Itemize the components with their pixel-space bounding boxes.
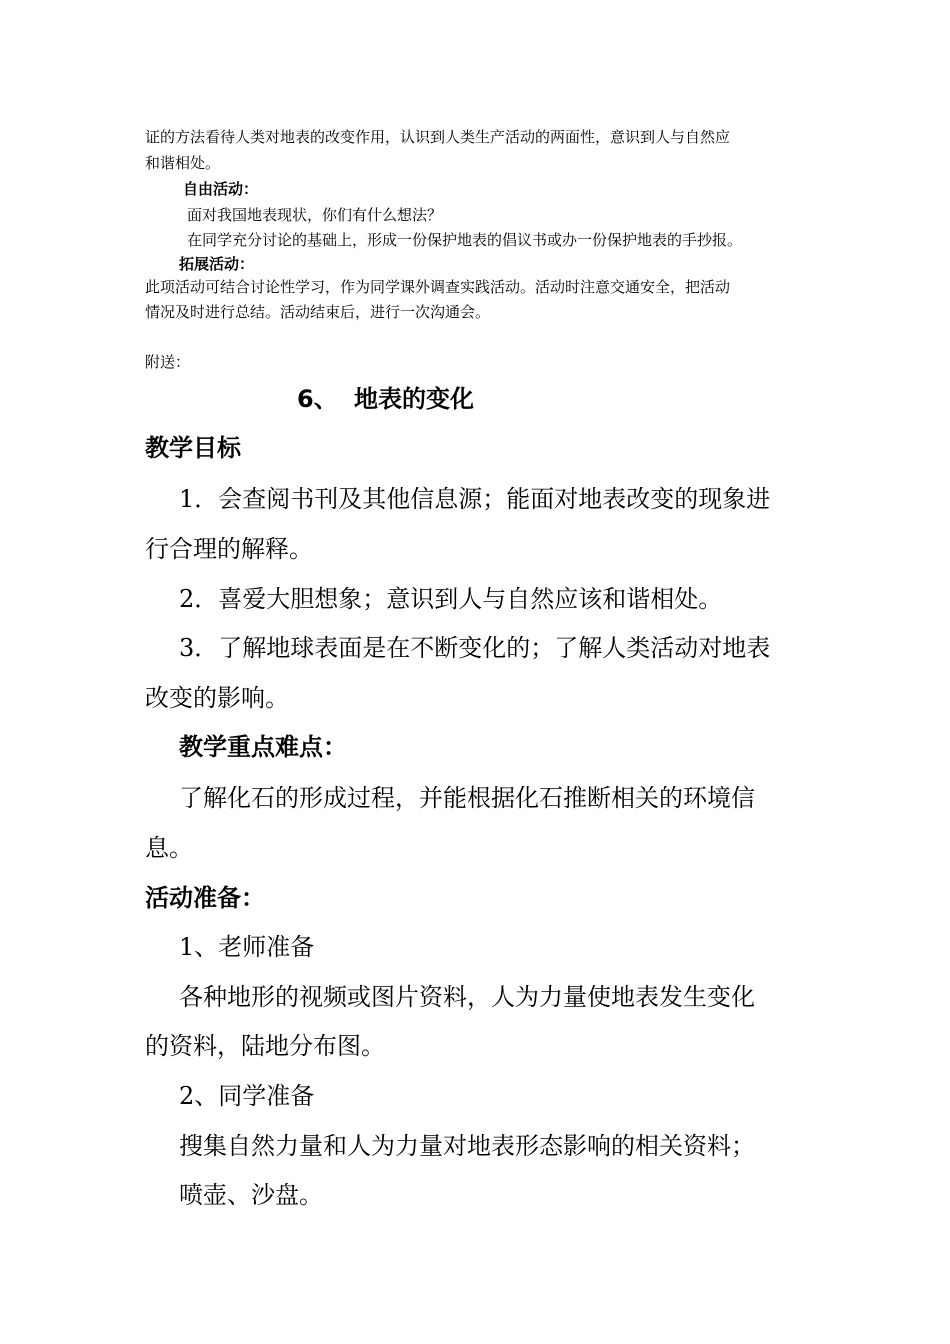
key-points-heading: 教学重点难点：: [179, 733, 347, 761]
free-activity-line-2: 在同学充分讨论的基础上，形成一份保护地表的倡议书或办一份保护地表的手抄报。: [187, 231, 743, 249]
key-points-line-2: 息。: [145, 834, 193, 862]
teacher-prep-line-1: 各种地形的视频或图片资料，人为力量使地表发生变化: [179, 983, 755, 1011]
free-activity-heading: 自由活动：: [183, 180, 259, 198]
student-prep-line-1: 搜集自然力量和人为力量对地表形态影响的相关资料；: [179, 1132, 755, 1160]
intro-line-1: 证的方法看待人类对地表的改变作用，认识到人类生产活动的两面性，意识到人与自然应: [145, 128, 731, 146]
lesson-number: 6、: [297, 385, 338, 413]
intro-line-2: 和谐相处。: [145, 154, 221, 172]
free-activity-line-1: 面对我国地表现状，你们有什么想法？: [187, 206, 443, 224]
teacher-prep-line-2: 的资料，陆地分布图。: [145, 1032, 385, 1060]
objective-1-line-2: 行合理的解释。: [145, 535, 313, 563]
extension-line-2: 情况及时进行总结。活动结束后，进行一次沟通会。: [145, 303, 491, 321]
extension-line-1: 此项活动可结合讨论性学习，作为同学课外调查实践活动。活动时注意交通安全，把活动: [145, 278, 731, 296]
key-points-line-1: 了解化石的形成过程，并能根据化石推断相关的环境信: [179, 784, 755, 812]
preparation-heading: 活动准备：: [145, 884, 265, 912]
appendix-label: 附送：: [145, 353, 191, 371]
student-prep-line-2: 喷壶、沙盘。: [179, 1181, 323, 1209]
lesson-title: 地表的变化: [354, 385, 474, 413]
objective-3-line-2: 改变的影响。: [145, 684, 289, 712]
objectives-heading: 教学目标: [145, 434, 241, 462]
objective-1-line-1: 1．会查阅书刊及其他信息源；能面对地表改变的现象进: [179, 485, 771, 513]
student-prep-heading: 2、同学准备: [179, 1082, 315, 1110]
teacher-prep-heading: 1、老师准备: [179, 933, 315, 961]
objective-3-line-1: 3．了解地球表面是在不断变化的；了解人类活动对地表: [179, 634, 771, 662]
objective-2: 2．喜爱大胆想象；意识到人与自然应该和谐相处。: [179, 585, 723, 613]
extension-heading: 拓展活动：: [179, 255, 255, 273]
